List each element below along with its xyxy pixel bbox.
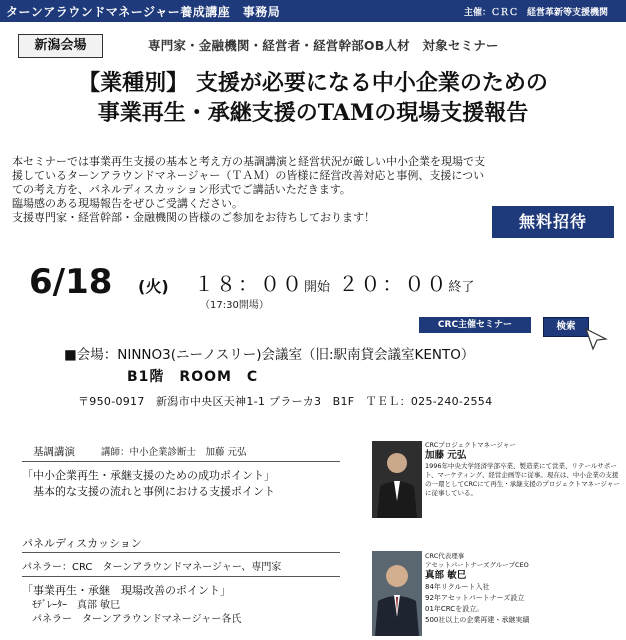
event-time <box>194 268 474 297</box>
venue-room: B1階 ROOM C <box>127 369 259 385</box>
bio-name: 真部 敏巳 <box>425 570 467 581</box>
intro-line: 本セミナーでは事業再生支援の基本と考え方の基調講演と経営状況が厳しい中小企業を現場で支 <box>12 155 485 168</box>
lecture-topic-line2: 基本的な支援の流れと事例における支援ポイント <box>22 485 275 498</box>
divider <box>22 461 340 462</box>
start-time: １８：００ <box>194 272 304 296</box>
bio-name: 加藤 元弘 <box>425 450 467 461</box>
intro-line: ての考え方を、パネルディスカッション形式でご講話いただきます。 <box>12 183 351 196</box>
intro-line: 臨場感のある現場報告をぜひご受講ください。 <box>12 197 243 210</box>
speaker-bio-manabe <box>425 552 621 626</box>
speaker-photo-manabe <box>372 551 422 636</box>
bio-role: CRCプロジェクトマネージャー <box>425 441 516 449</box>
header-bar <box>0 0 626 22</box>
free-invitation-badge: 無料招待 <box>492 206 614 238</box>
lecture-title: 基調講演 <box>33 446 75 458</box>
event-weekday: (火) <box>138 277 169 296</box>
lecture-topic-line1: 「中小企業再生・承継支援のための成功ポイント」 <box>22 469 275 482</box>
bio-line: 84年リクルート入社 <box>425 583 490 591</box>
search-button[interactable]: 検索 <box>543 317 589 337</box>
venue-line: ■会場：NINNO3(ニーノスリー)会議室（旧:駅南貸会議室KENTO） <box>64 347 475 363</box>
bio-line: 01年CRCを設立。 <box>425 605 484 613</box>
bio-line: 500社以上の企業再建・承継実績 <box>425 616 530 624</box>
panel-panelists: パネラー：CRC ターンアラウンドマネージャー、専門家 <box>22 562 282 573</box>
venue-address: 〒950-0917 新潟市中央区天神1-1 プラーカ3 B1F ＴＥＬ：025-240-2554 <box>78 395 493 408</box>
speaker-photo-kato <box>372 441 422 518</box>
crc-seminar-button[interactable]: CRC主催セミナー <box>419 317 531 333</box>
intro-line: 支援専門家・経営幹部・金融機関の皆様のご参加をお待ちしております！ <box>12 211 375 224</box>
panel-moderator: ﾓﾃﾞﾚｰﾀｰ 真部 敏巳 <box>22 600 121 611</box>
header-right-title: 主催：ＣＲＣ 経営革新等支援機関 <box>463 8 608 18</box>
audience-subtitle: 専門家・金融機関・経営者・経営幹部OB人材 対象セミナー <box>148 38 499 53</box>
bio-text: 1996年中央大学経済学部卒業、製造業にて営業、リテールサポート、マーケティング、経営企画等に従事。現在は、中小企業の支援の一環としてCRCにて再生・承継支援のプロジェクトマネージャーに従事している。 <box>425 462 620 497</box>
bio-line: 92年アセットパートナーズ設立 <box>425 594 525 602</box>
panel-panelists-line: パネラー ターンアラウンドマネージャー各氏 <box>22 614 242 625</box>
venue-badge: 新潟会場 <box>18 34 103 58</box>
page-title-line2: 事業再生・承継支援のTAMの現場支援報告 <box>97 100 529 126</box>
header-left-title: ターンアラウンドマネージャー養成講座 事務局 <box>6 5 281 19</box>
panel-members <box>22 599 241 627</box>
speaker-bio-kato <box>425 441 621 498</box>
cursor-icon <box>584 327 608 355</box>
doors-open-time: （17:30開場） <box>200 300 269 311</box>
lecture-heading <box>33 444 247 459</box>
panel-heading: パネルディスカッション <box>22 537 142 550</box>
intro-line: 援しているターンアラウンドマネージャー（ＴＡＭ）の皆様に経営改善対応と事例、支援につい <box>12 169 485 182</box>
page-title-line1: 【業種別】 支援が必要になる中小企業のための <box>78 70 548 96</box>
end-suffix: 終了 <box>448 280 475 295</box>
lecture-speaker: 講師：中小企業診断士 加藤 元弘 <box>101 447 247 458</box>
event-date: 6/18 <box>29 262 113 302</box>
divider <box>22 576 340 577</box>
divider <box>22 552 340 553</box>
panel-topic: 「事業再生・承継 現場改善のポイント」 <box>22 584 231 597</box>
bio-role-2: アセットパートナーズグループCEO <box>425 561 529 569</box>
start-suffix: 開始 <box>304 280 331 295</box>
end-time: ２０：００ <box>338 272 449 296</box>
bio-role: CRC代表理事 <box>425 552 465 560</box>
lecture-topic <box>22 468 275 500</box>
